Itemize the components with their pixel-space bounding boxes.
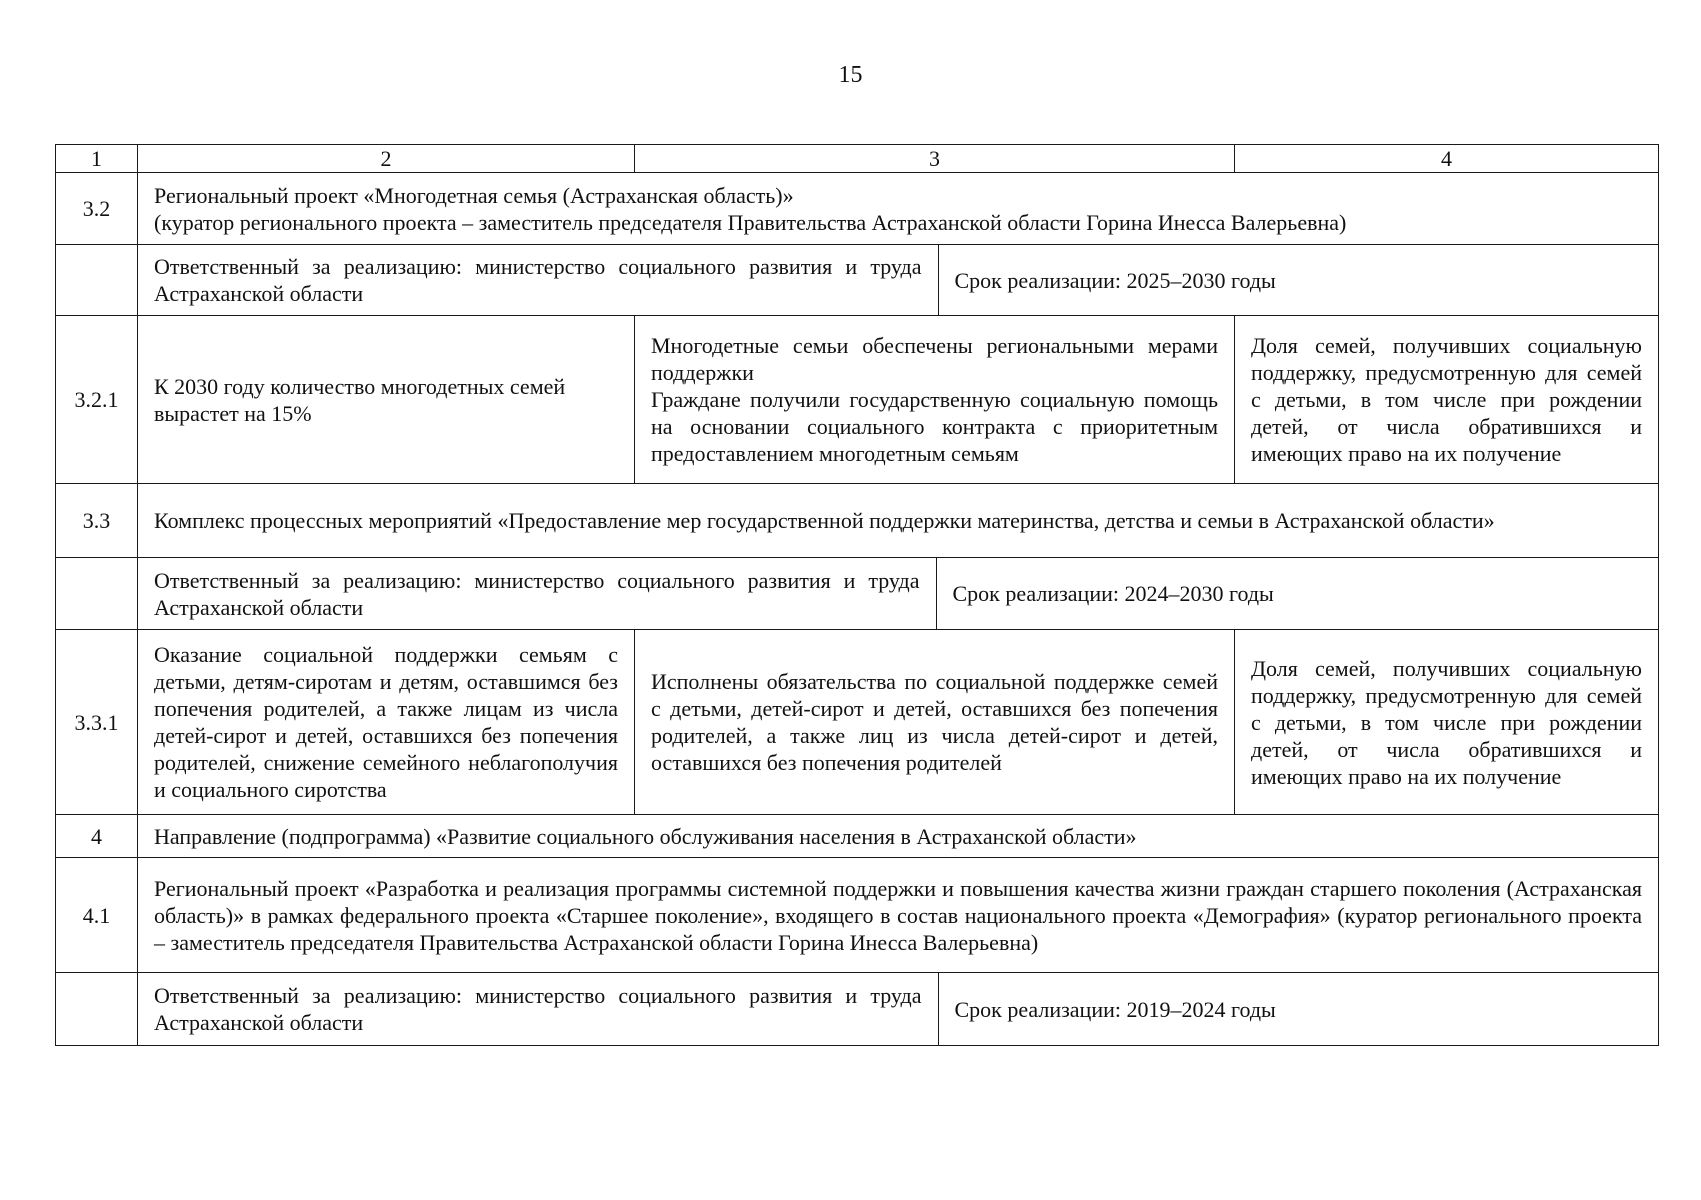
table-row-3-2-1 <box>56 316 1659 484</box>
goal-text: Оказание социальной поддержки семьям с детьми, детям-сиротам и детям, оставшимся без попечения родителей, а также лицам из числа детей-сирот и детей, оставшихся без попечения родителей, снижение семейного неблагополучия и социального сиротства <box>138 630 635 815</box>
process-complex-text: Комплекс процессных мероприятий «Предоставление мер государственной поддержки материнства, детства и семьи в Астраханской области» <box>138 484 1659 558</box>
goal-text: К 2030 году количество многодетных семей вырастет на 15% <box>138 316 635 484</box>
empty-number-cell <box>56 973 138 1046</box>
indicator-text: Доля семей, получивших социальную поддержку, предусмотренную для семей с детьми, в том числе при рождении детей, от числа обратившихся и имеющих право на их получение <box>1235 316 1659 484</box>
responsible-text: Ответственный за реализацию: министерство социального развития и труда Астраханской области <box>154 567 920 620</box>
page-number: 15 <box>838 62 863 88</box>
term-text: Срок реализации: 2025–2030 годы <box>938 245 1658 315</box>
column-header-1: 1 <box>56 145 138 173</box>
row-number: 3.2 <box>56 173 138 245</box>
row-number: 3.2.1 <box>56 316 138 484</box>
table-row-3-2-responsible <box>56 245 1659 316</box>
responsible-text: Ответственный за реализацию: министерство социального развития и труда Астраханской области <box>154 983 922 1035</box>
table-row-3-3-responsible <box>56 558 1659 630</box>
regional-project-title: Региональный проект «Многодетная семья (Астраханская область)» <box>154 182 794 208</box>
result-text: Исполнены обязательства по социальной поддержке семей с детьми, детей-сирот и детей, оставшихся без попечения родителей, а также лиц из числа детей-сирот и детей, оставшихся без попечения родителей <box>635 630 1235 815</box>
direction-text: Направление (подпрограмма) «Развитие социального обслуживания населения в Астраханской области» <box>138 815 1659 858</box>
regional-project-curator: (куратор регионального проекта – заместитель председателя Правительства Астраханской области Горина Инесса Валерьевна) <box>154 209 1347 235</box>
responsible-text: Ответственный за реализацию: министерство социального развития и труда Астраханской области <box>154 254 922 306</box>
result-line-2: Граждане получили государственную социальную помощь на основании социального контракта с приоритетным предоставлением многодетным семьям <box>651 387 1218 466</box>
regional-project-cell <box>138 173 1659 245</box>
table-row-3-3 <box>56 484 1659 558</box>
regional-project-text: Региональный проект «Разработка и реализация программы системной поддержки и повышения качества жизни граждан старшего поколения (Астраханская область)» в рамках федерального проекта «Старшее поколение», входящего в состав национального проекта «Демография» (куратор регионального проекта – заместитель председателя Правительства Астраханской области Горина Инесса Валерьевна) <box>138 858 1659 973</box>
result-line-1: Многодетные семьи обеспечены региональными мерами поддержки <box>651 333 1218 385</box>
indicator-text: Доля семей, получивших социальную поддержку, предусмотренную для семей с детьми, в том числе при рождении детей, от числа обратившихся и имеющих право на их получение <box>1235 630 1659 815</box>
table-row-4 <box>56 815 1659 858</box>
column-header-3: 3 <box>635 145 1235 173</box>
row-number: 3.3.1 <box>56 630 138 815</box>
term-text: Срок реализации: 2019–2024 годы <box>938 973 1658 1045</box>
empty-number-cell <box>56 558 138 630</box>
table-row-4-1 <box>56 858 1659 973</box>
row-number: 4 <box>56 815 138 858</box>
column-header-4: 4 <box>1235 145 1659 173</box>
table-row-4-1-responsible <box>56 973 1659 1046</box>
table-header-row <box>56 145 1659 173</box>
table-row-3-3-1 <box>56 630 1659 815</box>
empty-number-cell <box>56 245 138 316</box>
row-number: 3.3 <box>56 484 138 558</box>
program-table <box>55 144 1659 1046</box>
row-number: 4.1 <box>56 858 138 973</box>
result-cell <box>635 316 1235 484</box>
column-header-2: 2 <box>138 145 635 173</box>
term-text: Срок реализации: 2024–2030 годы <box>936 558 1658 629</box>
table-row-3-2 <box>56 173 1659 245</box>
